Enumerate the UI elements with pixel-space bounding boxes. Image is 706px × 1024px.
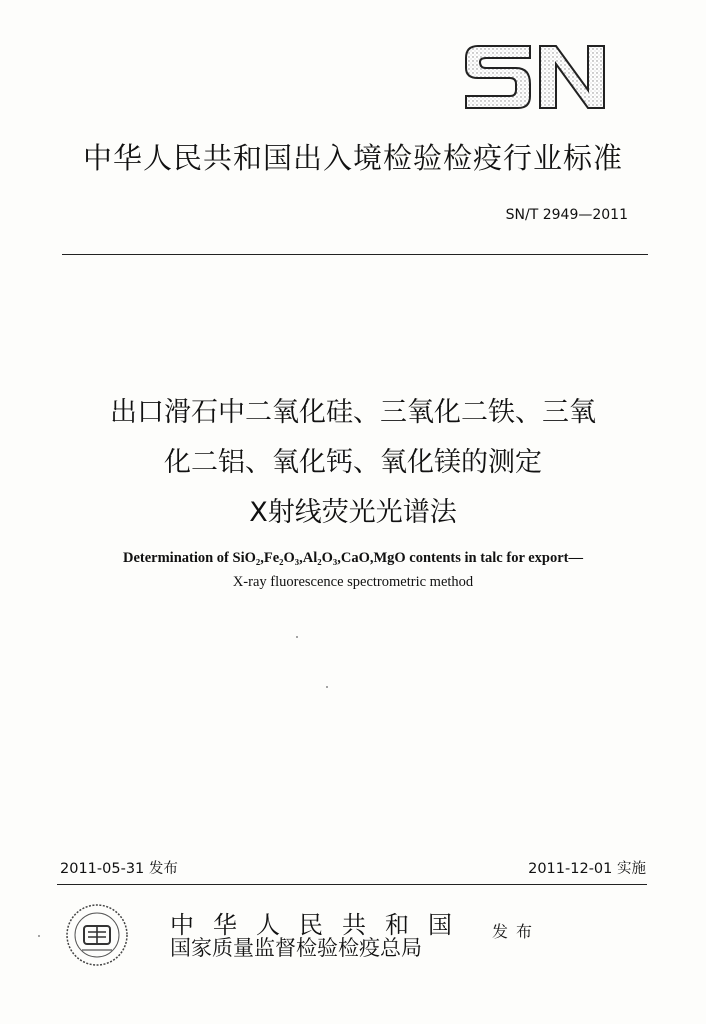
official-seal-icon xyxy=(64,902,130,968)
english-title xyxy=(30,546,676,594)
sn-logo xyxy=(460,40,610,112)
standard-number: SN/T 2949—2011 xyxy=(505,207,628,223)
footer-divider xyxy=(57,884,647,885)
issuer-country: 中华人民共和国 xyxy=(170,911,471,939)
publish-label: 发布 xyxy=(492,922,541,941)
scan-speck xyxy=(296,636,298,638)
scan-speck xyxy=(326,686,328,688)
implementation-date: 2011-12-01 实施 xyxy=(528,861,646,877)
chinese-title-line-1: 出口滑石中二氧化硅、三氧化二铁、三氧 xyxy=(110,397,596,428)
issuer-agency: 国家质量监督检验检疫总局 xyxy=(170,936,422,960)
chinese-title xyxy=(40,388,666,538)
scan-speck xyxy=(38,935,40,937)
english-title-line-1: Determination of SiO₂,Fe₂O₃,Al₂O₃,CaO,MgO contents in talc for export— xyxy=(122,550,584,566)
header-divider xyxy=(62,254,648,255)
issuing-body-title: 中华人民共和国出入境检验检疫行业标准 xyxy=(82,141,623,175)
english-title-line-2: X-ray fluorescence spectrometric method xyxy=(232,574,474,590)
chinese-title-line-2: 化二铝、氧化钙、氧化镁的测定 xyxy=(164,447,542,478)
issue-date: 2011-05-31 发布 xyxy=(60,861,178,877)
chinese-title-line-3: X射线荧光光谱法 xyxy=(249,497,457,528)
